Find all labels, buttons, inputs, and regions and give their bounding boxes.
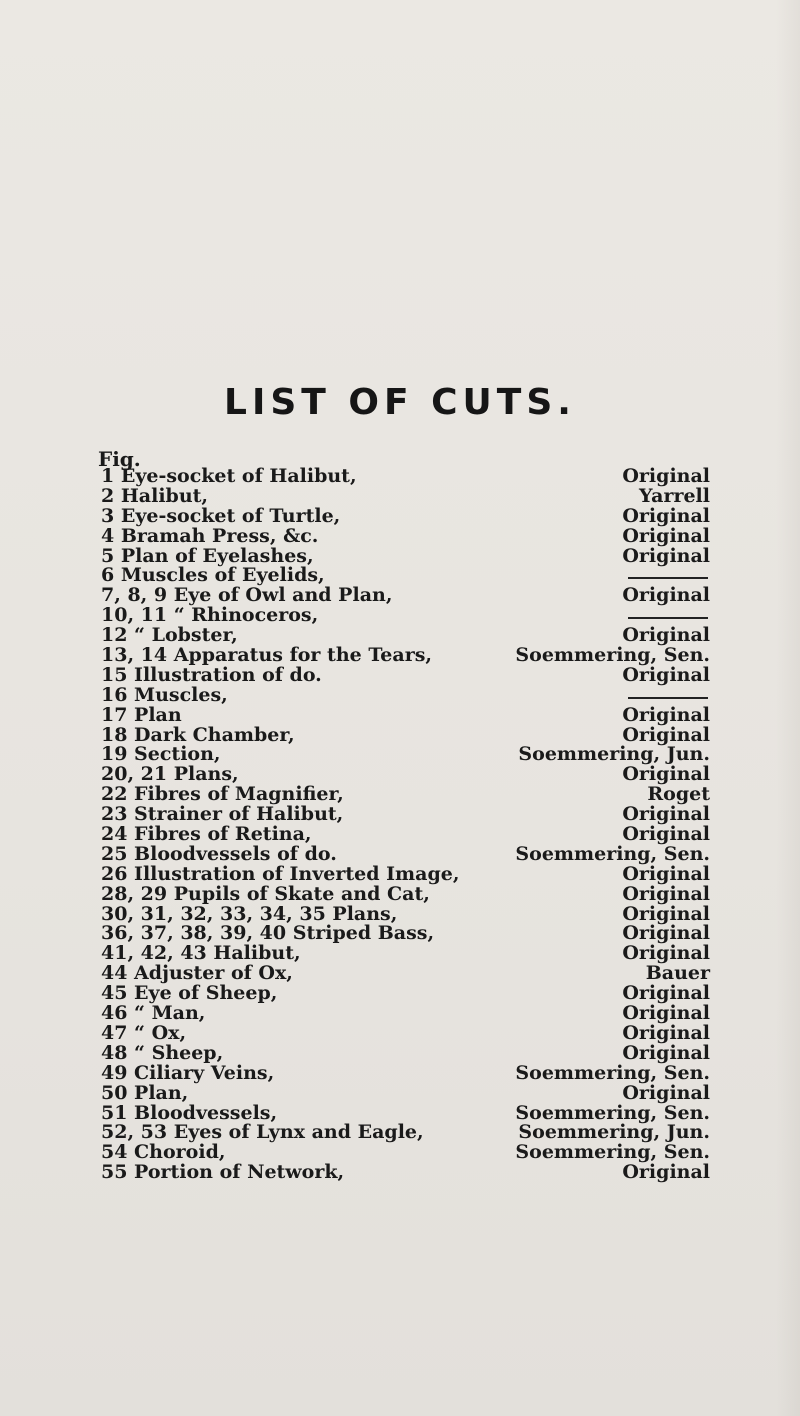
list-item bbox=[0, 1041, 800, 1064]
list-item bbox=[0, 882, 800, 905]
figure-source: Original bbox=[622, 763, 710, 786]
figure-source: Original bbox=[622, 465, 710, 487]
figure-description: 48 “ Sheep, bbox=[101, 1041, 224, 1064]
figure-source: Soemmering, Sen. bbox=[515, 644, 710, 667]
list-item bbox=[0, 663, 800, 686]
list-item bbox=[0, 1081, 800, 1104]
figure-source: Soemmering, Sen. bbox=[515, 1061, 710, 1084]
figure-description: 22 Fibres of Magnifier, bbox=[101, 783, 344, 806]
figure-source: Original bbox=[622, 982, 710, 1005]
figure-description: 41, 42, 43 Halibut, bbox=[101, 942, 301, 965]
figure-source: Original bbox=[622, 902, 710, 925]
figure-description: 18 Dark Chamber, bbox=[101, 723, 295, 746]
figure-source: Soemmering, Sen. bbox=[515, 842, 710, 865]
figure-source: Original bbox=[622, 1081, 710, 1104]
figure-description: 51 Bloodvessels, bbox=[101, 1101, 278, 1124]
cuts-list bbox=[0, 467, 800, 1183]
list-item bbox=[0, 842, 800, 865]
figure-source: Original bbox=[622, 524, 710, 547]
figure-description: 4 Bramah Press, &c. bbox=[101, 524, 319, 547]
list-item bbox=[0, 1061, 800, 1084]
list-item bbox=[0, 825, 800, 845]
figure-source: Original bbox=[622, 803, 710, 826]
list-item bbox=[0, 524, 800, 547]
figure-source: Soemmering, Sen. bbox=[515, 1141, 710, 1164]
figure-description: 36, 37, 38, 39, 40 Striped Bass, bbox=[101, 922, 435, 945]
figure-description: 52, 53 Eyes of Lynx and Eagle, bbox=[101, 1121, 424, 1144]
figure-source: Original bbox=[622, 723, 710, 746]
figure-description: 47 “ Ox, bbox=[101, 1021, 187, 1044]
figure-source: Original bbox=[622, 1002, 710, 1025]
figure-source: Soemmering, Sen. bbox=[515, 1101, 710, 1124]
figure-description: 2 Halibut, bbox=[101, 484, 209, 507]
list-item bbox=[0, 1021, 800, 1044]
figure-source: Original bbox=[622, 1161, 710, 1184]
source-dash-rule bbox=[628, 577, 708, 579]
figure-source: Soemmering, Jun. bbox=[518, 1121, 710, 1144]
figure-description: 30, 31, 32, 33, 34, 35 Plans, bbox=[101, 902, 398, 925]
figure-source: Original bbox=[622, 862, 710, 885]
figure-description: 23 Strainer of Halibut, bbox=[101, 803, 344, 826]
figure-source: Original bbox=[622, 1041, 710, 1064]
source-dash-rule bbox=[628, 617, 708, 619]
source-dash-rule bbox=[628, 697, 708, 699]
figure-description: 3 Eye-socket of Turtle, bbox=[101, 504, 341, 527]
list-item bbox=[0, 683, 800, 706]
figure-source: Original bbox=[622, 663, 710, 686]
figure-source: Original bbox=[622, 624, 710, 647]
figure-description: 28, 29 Pupils of Skate and Cat, bbox=[101, 882, 430, 905]
figure-description: 7, 8, 9 Eye of Owl and Plan, bbox=[101, 584, 393, 607]
figure-source: Original bbox=[622, 823, 710, 846]
list-item bbox=[0, 646, 800, 666]
list-item bbox=[0, 1163, 800, 1183]
figure-description: 45 Eye of Sheep, bbox=[101, 982, 278, 1005]
figure-source: Original bbox=[622, 922, 710, 945]
figure-description: 55 Portion of Network, bbox=[101, 1161, 345, 1184]
figure-description: 50 Plan, bbox=[101, 1081, 189, 1104]
figure-description: 25 Bloodvessels of do. bbox=[101, 842, 337, 865]
figure-source: Original bbox=[622, 882, 710, 905]
list-item bbox=[0, 467, 800, 487]
figure-source: Soemmering, Jun. bbox=[518, 743, 710, 766]
figure-source: Original bbox=[622, 1021, 710, 1044]
figure-source: Bauer bbox=[645, 962, 710, 985]
figure-description: 1 Eye-socket of Halibut, bbox=[101, 465, 357, 487]
figure-description: 16 Muscles, bbox=[101, 683, 228, 706]
figure-source: Yarrell bbox=[639, 484, 710, 507]
figure-description: 12 “ Lobster, bbox=[101, 624, 238, 647]
column-header-fig: Fig. bbox=[98, 447, 141, 471]
page-edge-shadow bbox=[776, 0, 800, 1416]
figure-source: Original bbox=[622, 703, 710, 726]
figure-source: Original bbox=[622, 942, 710, 965]
figure-description: 24 Fibres of Retina, bbox=[101, 823, 312, 846]
figure-description: 13, 14 Apparatus for the Tears, bbox=[101, 644, 433, 667]
figure-source: Original bbox=[622, 544, 710, 567]
figure-source: Original bbox=[622, 584, 710, 607]
figure-description: 54 Choroid, bbox=[101, 1141, 226, 1164]
page-title: LIST OF CUTS. bbox=[224, 382, 576, 423]
figure-description: 20, 21 Plans, bbox=[101, 763, 239, 786]
figure-description: 44 Adjuster of Ox, bbox=[101, 962, 293, 985]
figure-description: 17 Plan bbox=[101, 703, 182, 726]
figure-description: 46 “ Man, bbox=[101, 1002, 206, 1025]
figure-source: Roget bbox=[647, 783, 710, 806]
figure-description: 49 Ciliary Veins, bbox=[101, 1061, 275, 1084]
figure-description: 15 Illustration of do. bbox=[101, 663, 322, 686]
list-item bbox=[0, 862, 800, 885]
list-item bbox=[0, 703, 800, 726]
list-item bbox=[0, 484, 800, 507]
figure-description: 6 Muscles of Eyelids, bbox=[101, 564, 325, 587]
figure-description: 19 Section, bbox=[101, 743, 221, 766]
figure-description: 26 Illustration of Inverted Image, bbox=[101, 862, 460, 885]
list-item bbox=[0, 1004, 800, 1024]
figure-source: Original bbox=[622, 504, 710, 527]
list-item bbox=[0, 504, 800, 527]
figure-description: 10, 11 “ Rhinoceros, bbox=[101, 604, 319, 627]
figure-description: 5 Plan of Eyelashes, bbox=[101, 544, 314, 567]
